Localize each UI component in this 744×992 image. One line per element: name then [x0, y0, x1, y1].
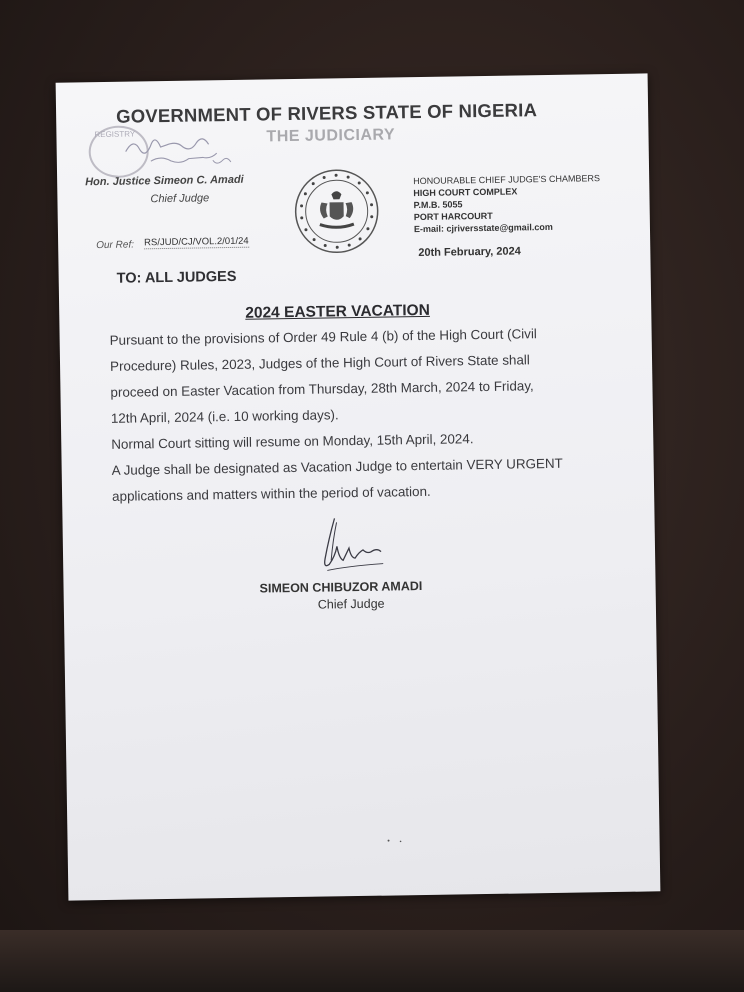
reference-value: RS/JUD/CJ/VOL.2/01/24 [144, 235, 249, 249]
judiciary-subtitle: THE JUDICIARY [266, 126, 396, 146]
signatory-name: SIMEON CHIBUZOR AMADI [259, 579, 423, 596]
signatory-role: Chief Judge [317, 596, 385, 612]
address-pmb: P.M.B. 5055 [413, 199, 463, 211]
table-surface [0, 930, 744, 992]
chambers-address [413, 172, 601, 235]
registry-stamp [84, 120, 235, 182]
address-complex: HIGH COURT COMPLEX [413, 186, 518, 199]
handwritten-annotation [120, 130, 241, 172]
body-line-6: A Judge shall be designated as Vacation Judge to entertain VERY URGENT [111, 455, 563, 478]
sender-role: Chief Judge [150, 192, 210, 206]
sender-name: Hon. Justice Simeon C. Amadi [85, 173, 244, 189]
paper-specks [386, 837, 406, 843]
body-line-5: Normal Court sitting will resume on Monday, 15th April, 2024. [111, 431, 474, 452]
letter-page [56, 73, 661, 900]
reference-label: Our Ref: [96, 239, 135, 252]
government-title: GOVERNMENT OF RIVERS STATE OF NIGERIA [115, 99, 538, 127]
body-line-2: Procedure) Rules, 2023, Judges of the High Court of Rivers State shall [109, 352, 530, 374]
body-line-3: proceed on Easter Vacation from Thursday, 28th March, 2024 to Friday, [110, 378, 534, 400]
body-line-4: 12th April, 2024 (i.e. 10 working days). [110, 407, 339, 426]
address-city: PORT HARCOURT [413, 210, 493, 223]
recipient-line: TO: ALL JUDGES [116, 268, 237, 287]
body-line-1: Pursuant to the provisions of Order 49 Rule 4 (b) of the High Court (Civil [109, 326, 537, 348]
letter-date: 20th February, 2024 [418, 245, 521, 260]
nigeria-coat-of-arms-seal [293, 168, 380, 255]
address-office: HONOURABLE CHIEF JUDGE'S CHAMBERS [413, 173, 601, 187]
body-line-7: applications and matters within the period of vacation. [111, 483, 431, 504]
stamp-text: REGISTRY [94, 129, 136, 140]
handwritten-signature [306, 513, 393, 582]
letter-heading: 2024 EASTER VACATION [245, 301, 430, 322]
address-email: E-mail: cjriversstate@gmail.com [413, 221, 553, 235]
